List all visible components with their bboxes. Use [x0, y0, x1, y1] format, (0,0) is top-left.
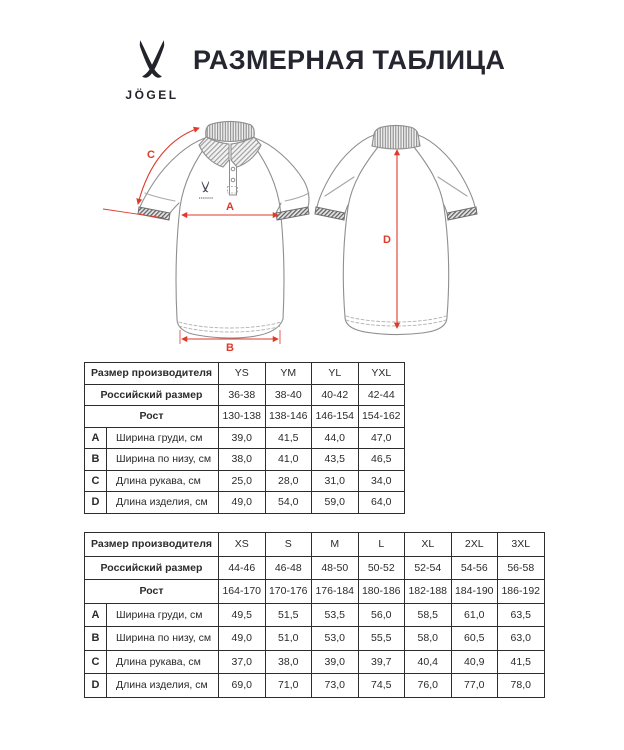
measure-value-cell: 31,0	[312, 470, 359, 492]
size-code-cell: YS	[219, 363, 266, 385]
measure-value-cell: 46,5	[358, 449, 405, 471]
measurement-row	[85, 427, 405, 449]
measure-value-cell: 28,0	[265, 470, 312, 492]
brand-wordmark: JÖGEL	[125, 88, 179, 102]
russian-size-cell: 40-42	[312, 384, 359, 406]
size-code-cell: S	[265, 533, 312, 557]
measure-value-cell: 49,5	[219, 603, 266, 627]
measure-letter-cell: A	[85, 603, 107, 627]
height-range-cell: 146-154	[312, 406, 359, 428]
russian-size-cell: 52-54	[405, 556, 452, 580]
measure-value-cell: 41,5	[265, 427, 312, 449]
height-range-cell: 130-138	[219, 406, 266, 428]
measure-value-cell: 39,0	[312, 650, 359, 674]
measurement-row	[85, 603, 545, 627]
measure-value-cell: 63,5	[498, 603, 545, 627]
table-header-row	[85, 406, 405, 428]
measure-value-cell: 41,0	[265, 449, 312, 471]
measure-value-cell: 53,5	[312, 603, 359, 627]
measure-value-cell: 59,0	[312, 492, 359, 514]
measure-letter-cell: A	[85, 427, 107, 449]
height-range-cell: 184-190	[451, 580, 498, 604]
adult-size-table	[84, 532, 545, 698]
measure-value-cell: 37,0	[219, 650, 266, 674]
measure-a-label: A	[226, 201, 234, 213]
measure-name-cell: Длина рукава, см	[107, 470, 219, 492]
measure-letter-cell: D	[85, 492, 107, 514]
measure-letter-cell: C	[85, 650, 107, 674]
front-left-cuff	[138, 207, 170, 220]
measure-value-cell: 49,0	[219, 627, 266, 651]
size-code-cell: M	[312, 533, 359, 557]
measure-value-cell: 54,0	[265, 492, 312, 514]
measure-value-cell: 51,5	[265, 603, 312, 627]
table-header-row	[85, 384, 405, 406]
measure-letter-cell: C	[85, 470, 107, 492]
size-code-cell: 3XL	[498, 533, 545, 557]
measure-name-cell: Ширина груди, см	[107, 427, 219, 449]
measurement-row	[85, 470, 405, 492]
youth-size-table	[84, 362, 405, 514]
russian-size-cell: 38-40	[265, 384, 312, 406]
measure-value-cell: 53,0	[312, 627, 359, 651]
back-right-cuff	[447, 207, 477, 220]
size-code-cell: XL	[405, 533, 452, 557]
row-header-label: Рост	[85, 580, 219, 604]
height-range-cell: 176-184	[312, 580, 359, 604]
measure-value-cell: 43,5	[312, 449, 359, 471]
measure-value-cell: 25,0	[219, 470, 266, 492]
row-header-label: Размер производителя	[85, 533, 219, 557]
table-header-row	[85, 533, 545, 557]
chest-logo-icon	[202, 181, 209, 192]
table-header-row	[85, 363, 405, 385]
measure-letter-cell: D	[85, 674, 107, 698]
measurement-row	[85, 449, 405, 471]
size-code-cell: YM	[265, 363, 312, 385]
height-range-cell: 138-146	[265, 406, 312, 428]
back-left-cuff	[315, 207, 345, 220]
russian-size-cell: 46-48	[265, 556, 312, 580]
measure-value-cell: 40,9	[451, 650, 498, 674]
measure-b-label: B	[226, 342, 234, 353]
measure-value-cell: 64,0	[358, 492, 405, 514]
measure-name-cell: Длина рукава, см	[107, 650, 219, 674]
measure-value-cell: 58,0	[405, 627, 452, 651]
measure-c-label: C	[147, 149, 155, 161]
measure-value-cell: 74,5	[358, 674, 405, 698]
measure-value-cell: 77,0	[451, 674, 498, 698]
measure-name-cell: Ширина груди, см	[107, 603, 219, 627]
measure-value-cell: 44,0	[312, 427, 359, 449]
measure-value-cell: 71,0	[265, 674, 312, 698]
measure-value-cell: 39,0	[219, 427, 266, 449]
measure-value-cell: 34,0	[358, 470, 405, 492]
measure-value-cell: 76,0	[405, 674, 452, 698]
measure-value-cell: 38,0	[265, 650, 312, 674]
measure-d-label: D	[383, 234, 391, 246]
row-header-label: Рост	[85, 406, 219, 428]
measure-value-cell: 78,0	[498, 674, 545, 698]
measure-value-cell: 51,0	[265, 627, 312, 651]
russian-size-cell: 44-46	[219, 556, 266, 580]
front-right-cuff	[276, 207, 309, 220]
measurement-row	[85, 674, 545, 698]
polo-back-diagram	[312, 117, 492, 353]
size-code-cell: YXL	[358, 363, 405, 385]
size-code-cell: L	[358, 533, 405, 557]
front-collar-band	[206, 122, 255, 142]
measure-name-cell: Ширина по низу, см	[107, 449, 219, 471]
russian-size-cell: 54-56	[451, 556, 498, 580]
table-header-row	[85, 556, 545, 580]
measure-value-cell: 41,5	[498, 650, 545, 674]
russian-size-cell: 36-38	[219, 384, 266, 406]
measurement-row	[85, 650, 545, 674]
height-range-cell: 186-192	[498, 580, 545, 604]
measure-name-cell: Длина изделия, см	[107, 492, 219, 514]
measure-value-cell: 56,0	[358, 603, 405, 627]
russian-size-cell: 56-58	[498, 556, 545, 580]
table-header-row	[85, 580, 545, 604]
measure-value-cell: 47,0	[358, 427, 405, 449]
brand-logo	[114, 40, 190, 102]
measure-letter-cell: B	[85, 627, 107, 651]
measure-value-cell: 58,5	[405, 603, 452, 627]
measure-value-cell: 61,0	[451, 603, 498, 627]
polo-front-diagram	[100, 117, 312, 353]
height-range-cell: 180-186	[358, 580, 405, 604]
height-range-cell: 170-176	[265, 580, 312, 604]
height-range-cell: 164-170	[219, 580, 266, 604]
measure-value-cell: 55,5	[358, 627, 405, 651]
measurement-row	[85, 627, 545, 651]
height-range-cell: 154-162	[358, 406, 405, 428]
page-title: РАЗМЕРНАЯ ТАБЛИЦА	[193, 45, 506, 75]
measure-value-cell: 73,0	[312, 674, 359, 698]
measure-name-cell: Ширина по низу, см	[107, 627, 219, 651]
russian-size-cell: 50-52	[358, 556, 405, 580]
row-header-label: Российский размер	[85, 556, 219, 580]
measure-value-cell: 63,0	[498, 627, 545, 651]
height-range-cell: 182-188	[405, 580, 452, 604]
size-code-cell: YL	[312, 363, 359, 385]
measurement-row	[85, 492, 405, 514]
measure-value-cell: 40,4	[405, 650, 452, 674]
measure-value-cell: 38,0	[219, 449, 266, 471]
russian-size-cell: 42-44	[358, 384, 405, 406]
back-collar-band	[372, 126, 420, 150]
row-header-label: Российский размер	[85, 384, 219, 406]
jogel-logo-icon	[134, 40, 170, 82]
measure-letter-cell: B	[85, 449, 107, 471]
russian-size-cell: 48-50	[312, 556, 359, 580]
measure-name-cell: Длина изделия, см	[107, 674, 219, 698]
row-header-label: Размер производителя	[85, 363, 219, 385]
size-code-cell: XS	[219, 533, 266, 557]
measure-value-cell: 60,5	[451, 627, 498, 651]
measure-value-cell: 49,0	[219, 492, 266, 514]
size-code-cell: 2XL	[451, 533, 498, 557]
measure-value-cell: 69,0	[219, 674, 266, 698]
measure-value-cell: 39,7	[358, 650, 405, 674]
